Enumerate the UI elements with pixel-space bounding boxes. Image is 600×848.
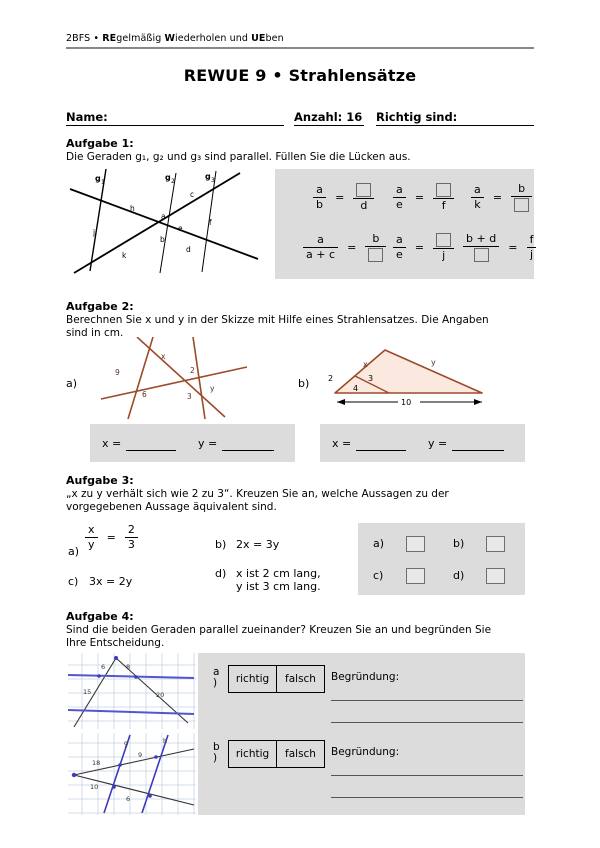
task3-body-line2: vorgegebenen Aussage äquivalent sind. [66,501,277,513]
svg-text:3: 3 [368,374,374,383]
task1-formula-1 [313,183,374,212]
table-row [229,666,325,693]
svg-text:2: 2 [190,366,195,375]
task4-row-b-richtig[interactable]: richtig [229,741,277,768]
header-seg1-bold: RE [102,33,117,44]
task4-row-b-falsch[interactable]: falsch [277,741,325,768]
formula-4-right: b [365,233,386,262]
task2-body-line1: Berechnen Sie x und y in der Skizze mit Hilfe eines Strahlensatzes. Die Angaben [66,314,489,326]
header-prefix: 2BFS [66,33,91,44]
svg-text:x: x [161,352,166,361]
task2a-x-label: x = [102,437,122,450]
anzahl-line [294,125,364,126]
formula-1-equals: = [335,190,345,204]
task3-option-d-key: d) [215,567,227,580]
formula-3-equals: = [492,190,503,204]
task1-formula-5 [393,233,454,262]
formula-2-left: $\frac{a}{e}$ [393,184,406,210]
formula-5-equals: = [414,240,425,254]
svg-text:a: a [161,212,166,221]
svg-text:2: 2 [171,178,175,185]
page-title: REWUE 9 • Strahlensätze [183,66,417,85]
svg-text:g: g [124,739,129,747]
svg-text:8: 8 [126,663,131,671]
svg-text:10: 10 [90,783,99,791]
formula-6-left: b + d [463,233,499,262]
task4-heading: Aufgabe 4: [66,610,134,623]
header-divider [66,47,534,49]
task3-checkbox-a[interactable] [406,536,425,552]
header-seg3-rest: ben [265,33,284,44]
task3-checkbox-d[interactable] [486,568,505,584]
svg-text:k: k [122,251,127,260]
svg-text:c: c [190,190,195,199]
task2b-y-label: y = [428,437,448,450]
page-header [66,33,534,45]
header-seg3-bold: UE [251,33,266,44]
name-row [66,110,534,128]
svg-text:9: 9 [138,751,143,759]
task3-body-line1: „x zu y verhält sich wie 2 zu 3“. Kreuzen Sie an, welche Aussagen zu der [66,488,449,500]
task1-figure [68,167,260,275]
formula-1-blank[interactable] [356,183,371,197]
svg-text:g: g [95,174,101,183]
task2-part-a-label: a) [66,377,78,390]
task4-row-b-key: b ) [213,741,220,764]
formula-5-blank[interactable] [436,233,451,247]
task2-answer-box-a [90,424,295,462]
formula-5-left: $\frac{a}{e}$ [393,234,406,260]
task1-formula-3 [471,183,532,212]
task2b-x-label: x = [332,437,352,450]
richtig-label: Richtig sind: [376,110,458,124]
task1-formula-4 [303,233,386,262]
task4-row-a-key: a ) [213,666,220,689]
anzahl-label: Anzahl: 16 [294,110,363,124]
formula-6-equals: = [508,240,518,254]
svg-text:6: 6 [142,390,147,399]
task3-option-a [85,524,138,550]
svg-text:d: d [186,245,191,254]
task3-option-a-right: $\frac{2}{3}$ [125,524,138,550]
svg-text:3: 3 [187,392,192,401]
svg-text:h: h [163,737,168,745]
task3-option-b-text: 2x = 3y [236,538,280,551]
task3-option-c-key: c) [68,575,79,588]
task2-figure-b [327,345,497,407]
svg-text:6: 6 [101,663,106,671]
name-label: Name: [66,110,108,124]
task4-body-line1: Sind die beiden Geraden parallel zueinander? Kreuzen Sie an und begründen Sie [66,624,492,636]
richtig-input-line[interactable] [376,125,534,126]
svg-text:g: g [205,172,211,181]
formula-4-blank[interactable] [368,248,383,262]
task2b-x-input[interactable] [356,450,406,451]
task3-option-b-key: b) [215,538,227,551]
task2-body-line2: sind in cm. [66,327,124,339]
task4-figure-b [68,733,196,815]
task1-formula-2 [393,183,454,212]
task4-answer-box [198,653,525,815]
svg-text:20: 20 [156,691,165,699]
task3-checkbox-c[interactable] [406,568,425,584]
task1-formula-box [275,169,534,279]
header-bullet: • [93,33,100,44]
task3-option-a-equals: = [106,530,116,544]
name-input-line[interactable] [66,125,284,126]
formula-1-right: d [353,183,374,212]
svg-text:10: 10 [401,398,412,407]
formula-2-equals: = [414,190,425,204]
formula-5-right: j [433,233,454,262]
formula-1-left: $\frac{a}{b}$ [313,184,326,210]
svg-text:y: y [210,384,215,393]
formula-3-left: $\frac{a}{k}$ [471,184,484,210]
svg-text:3: 3 [211,177,215,184]
task3-option-a-key: a) [68,545,80,558]
task2-heading: Aufgabe 2: [66,300,134,313]
formula-4-equals: = [347,240,357,254]
header-text [66,33,534,45]
task2a-y-label: y = [198,437,218,450]
task2-figure-a [95,337,255,419]
header-und: und [229,33,248,44]
table-row [229,741,325,768]
task1-formula-6 [463,233,536,262]
task4-row-a-reason-label: Begründung: [331,671,400,683]
header-seg2-rest: iederholen [175,33,227,44]
svg-text:6: 6 [126,795,131,803]
svg-text:15: 15 [83,688,92,696]
svg-text:g: g [165,173,171,182]
task3-checkbox-label-c: c) [373,569,384,582]
svg-text:18: 18 [92,759,101,767]
task4-row-b-reason-label: Begründung: [331,746,400,758]
svg-text:b: b [160,235,165,244]
task4-row-b-reason-line1[interactable] [331,775,523,776]
task4-row-b-table [228,740,325,768]
svg-text:1: 1 [101,179,105,186]
task4-row-a-richtig[interactable]: richtig [229,666,277,693]
task3-checkbox-label-b: b) [453,537,465,550]
task1-body: Die Geraden g₁, g₂ und g₃ sind parallel. Füllen Sie die Lücken aus. [66,151,411,163]
svg-text:j: j [93,228,96,237]
svg-text:f: f [209,218,212,227]
task4-row-a-reason-line1[interactable] [331,700,523,701]
task2a-x-input[interactable] [126,450,176,451]
svg-text:e: e [178,224,183,233]
header-seg1-rest: gelmäßig [116,33,162,44]
task3-option-a-left: $\frac{x}{y}$ [85,524,98,550]
task3-checkbox-label-a: a) [373,537,385,550]
task3-checkbox-label-d: d) [453,569,465,582]
formula-2-blank[interactable] [436,183,451,197]
task4-row-a-table [228,665,325,693]
task2a-y-input[interactable] [222,450,274,451]
task2b-y-input[interactable] [452,450,504,451]
svg-text:h: h [130,204,135,213]
svg-text:2: 2 [328,374,334,383]
task3-checkbox-box [358,523,525,595]
svg-text:x: x [363,360,368,369]
formula-3-blank[interactable] [514,198,529,212]
task3-option-d-line1: x ist 2 cm lang, [236,567,321,580]
task1-heading: Aufgabe 1: [66,137,134,150]
task3-option-c-text: 3x = 2y [89,575,133,588]
formula-2-right: f [433,183,454,212]
task4-row-a-falsch[interactable]: falsch [277,666,325,693]
task4-body-line2: Ihre Entscheidung. [66,637,165,649]
svg-text:y: y [431,358,436,367]
task4-figure-a [68,653,196,729]
task3-heading: Aufgabe 3: [66,474,134,487]
formula-4-left: $\frac{a}{a + c}$ [303,234,338,260]
formula-3-right: b [511,183,532,212]
task2-part-b-label: b) [298,377,310,390]
task4-row-a-reason-line2[interactable] [331,722,523,723]
formula-6-right: $\frac{f}{j}$ [527,234,537,260]
task2-answer-box-b [320,424,525,462]
svg-text:4: 4 [353,384,359,393]
formula-6-blank[interactable] [474,248,489,262]
task3-checkbox-b[interactable] [486,536,505,552]
header-seg2-bold: W [164,33,176,44]
task3-option-d-line2: y ist 3 cm lang. [236,580,321,593]
svg-text:9: 9 [115,368,120,377]
task4-row-b-reason-line2[interactable] [331,797,523,798]
